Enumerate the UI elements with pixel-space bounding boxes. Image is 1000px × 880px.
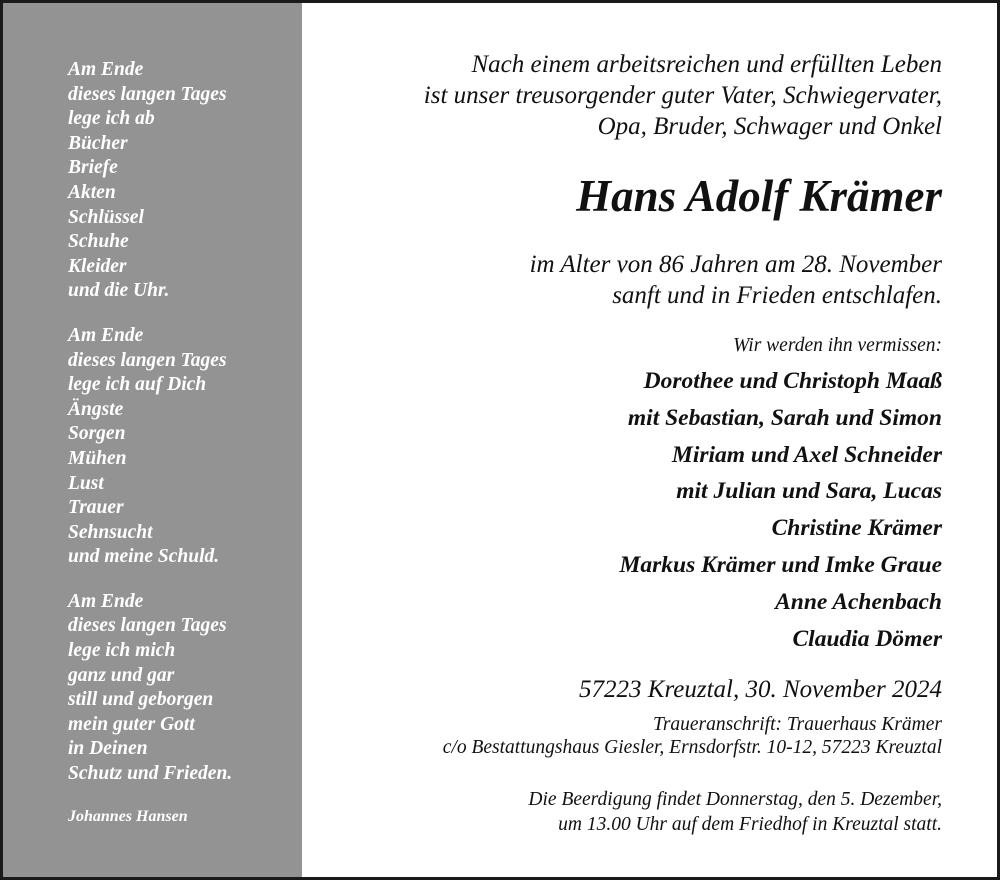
poem-sidebar (3, 3, 302, 877)
intro-line: Opa, Bruder, Schwager und Onkel (597, 113, 942, 140)
place-date: 57223 Kreuztal, 30. November 2024 (579, 676, 942, 703)
poem-line: lege ich ab (68, 108, 155, 130)
mourner-line: Dorothee und Christoph Maaß (643, 368, 942, 394)
poem-line: Kleider (68, 255, 127, 277)
poem-line: Briefe (68, 157, 118, 179)
poem-line: mein guter Gott (68, 713, 195, 735)
poem-line: lege ich auf Dich (68, 374, 207, 396)
poem-line: Schuhe (68, 231, 129, 253)
intro-line: Nach einem arbeitsreichen und erfüllten Leben (471, 51, 942, 78)
passing-line: im Alter von 86 Jahren am 28. November (529, 251, 942, 278)
miss-label: Wir werden ihn vermissen: (733, 335, 942, 356)
deceased-name: Hans Adolf Krämer (576, 171, 942, 221)
mourner-line: Christine Krämer (771, 515, 942, 542)
funeral-line: um 13.00 Uhr auf dem Friedhof in Kreuztal statt. (558, 814, 942, 835)
passing-details (530, 249, 942, 311)
poem-line: Bücher (68, 132, 128, 154)
notice-main (302, 3, 942, 877)
poem-author: Johannes Hansen (68, 808, 188, 825)
poem-line: dieses langen Tages (68, 615, 227, 637)
funeral-line: Die Beerdigung findet Donnerstag, den 5. Dezember, (528, 789, 942, 810)
intro-line: ist unser treusorgender guter Vater, Schwiegervater, (423, 82, 942, 109)
poem-stanza-3 (68, 590, 232, 787)
poem (68, 58, 232, 807)
poem-line: Ängste (68, 398, 124, 420)
poem-line: Schutz und Frieden. (68, 763, 233, 785)
mourner-line: mit Julian und Sara, Lucas (676, 478, 942, 505)
poem-line: still und geborgen (68, 689, 214, 711)
address-line: c/o Bestattungshaus Giesler, Ernsdorfstr. 10-12, 57223 Kreuztal (442, 737, 942, 758)
poem-line: ganz und gar (68, 664, 175, 686)
poem-stanza-1 (68, 58, 232, 304)
poem-line: dieses langen Tages (68, 83, 227, 105)
poem-line: Am Ende (68, 324, 144, 346)
mourning-address (443, 713, 942, 759)
intro-text (424, 49, 942, 142)
poem-line: Trauer (68, 497, 124, 519)
poem-line: Akten (68, 181, 116, 203)
funeral-info (528, 787, 942, 837)
poem-line: in Deinen (68, 738, 148, 760)
poem-line: Mühen (68, 447, 127, 469)
passing-line: sanft und in Frieden entschlafen. (612, 282, 942, 309)
mourners-list (619, 363, 942, 657)
mourner-line: Markus Krämer und Imke Graue (619, 551, 942, 578)
poem-line: Sorgen (68, 423, 126, 445)
poem-line: Am Ende (68, 59, 144, 80)
poem-stanza-2 (68, 324, 232, 570)
address-line: Traueranschrift: Trauerhaus Krämer (653, 714, 942, 735)
poem-line: und meine Schuld. (68, 546, 220, 568)
mourner-line: Anne Achenbach (775, 588, 942, 615)
poem-line: Sehnsucht (68, 521, 153, 543)
mourner-line: Miriam und Axel Schneider (671, 441, 942, 468)
poem-line: lege ich mich (68, 640, 176, 662)
poem-line: dieses langen Tages (68, 349, 227, 371)
mourner-line: Claudia Dömer (792, 625, 942, 652)
poem-line: Schlüssel (68, 206, 144, 228)
poem-line: Am Ende (68, 590, 144, 612)
poem-line: Lust (68, 472, 104, 494)
poem-line: und die Uhr. (68, 280, 170, 302)
mourner-line: mit Sebastian, Sarah und Simon (627, 404, 942, 431)
